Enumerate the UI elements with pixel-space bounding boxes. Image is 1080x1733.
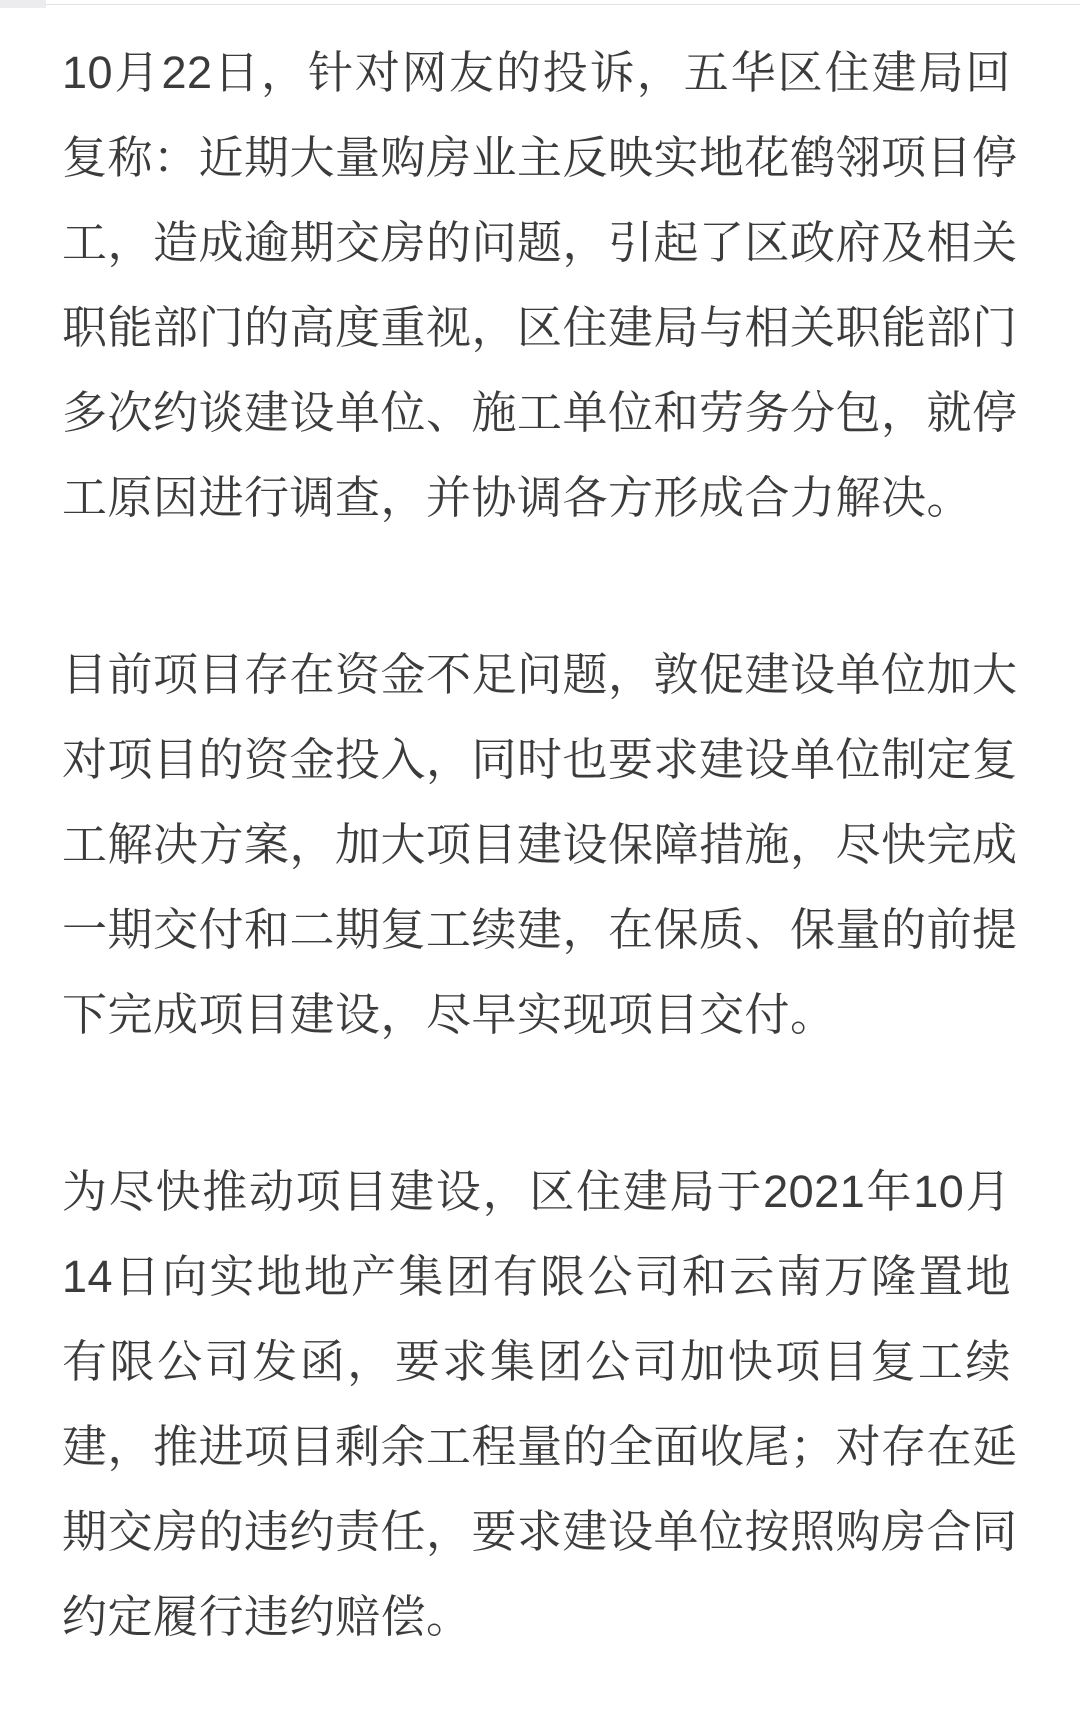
top-divider xyxy=(0,4,1080,5)
text-line: 约定履行违约赔偿。 xyxy=(62,1591,472,1642)
article-body xyxy=(62,30,1018,1659)
text-line: 复称：近期大量购房业主反映实地花鹤翎项目停 xyxy=(62,132,1018,183)
text-line: 14日向实地地产集团有限公司和云南万隆置地 xyxy=(62,1251,1011,1302)
text-line: 多次约谈建设单位、施工单位和劳务分包，就停 xyxy=(62,387,1018,438)
text-line: 为尽快推动项目建设，区住建局于2021年10月 xyxy=(62,1166,1011,1217)
text-line: 一期交付和二期复工续建，在保质、保量的前提 xyxy=(62,904,1018,955)
text-line: 有限公司发函，要求集团公司加快项目复工续 xyxy=(62,1336,1011,1387)
paragraph xyxy=(62,632,1018,1057)
text-line: 期交房的违约责任，要求建设单位按照购房合同 xyxy=(62,1506,1018,1557)
text-line: 10月22日，针对网友的投诉，五华区住建局回 xyxy=(62,47,1011,98)
text-line: 工解决方案，加大项目建设保障措施，尽快完成 xyxy=(62,819,1018,870)
text-line: 职能部门的高度重视，区住建局与相关职能部门 xyxy=(62,302,1018,353)
text-line: 对项目的资金投入，同时也要求建设单位制定复 xyxy=(62,734,1018,785)
text-line: 工原因进行调查，并协调各方形成合力解决。 xyxy=(62,472,973,523)
paragraph xyxy=(62,1149,1018,1659)
text-line: 下完成项目建设，尽早实现项目交付。 xyxy=(62,989,836,1040)
corner-artifact xyxy=(0,0,46,8)
text-line: 目前项目存在资金不足问题，敦促建设单位加大 xyxy=(62,649,1018,700)
text-line: 建，推进项目剩余工程量的全面收尾；对存在延 xyxy=(62,1421,1018,1472)
paragraph xyxy=(62,30,1018,540)
text-line: 工，造成逾期交房的问题，引起了区政府及相关 xyxy=(62,217,1018,268)
